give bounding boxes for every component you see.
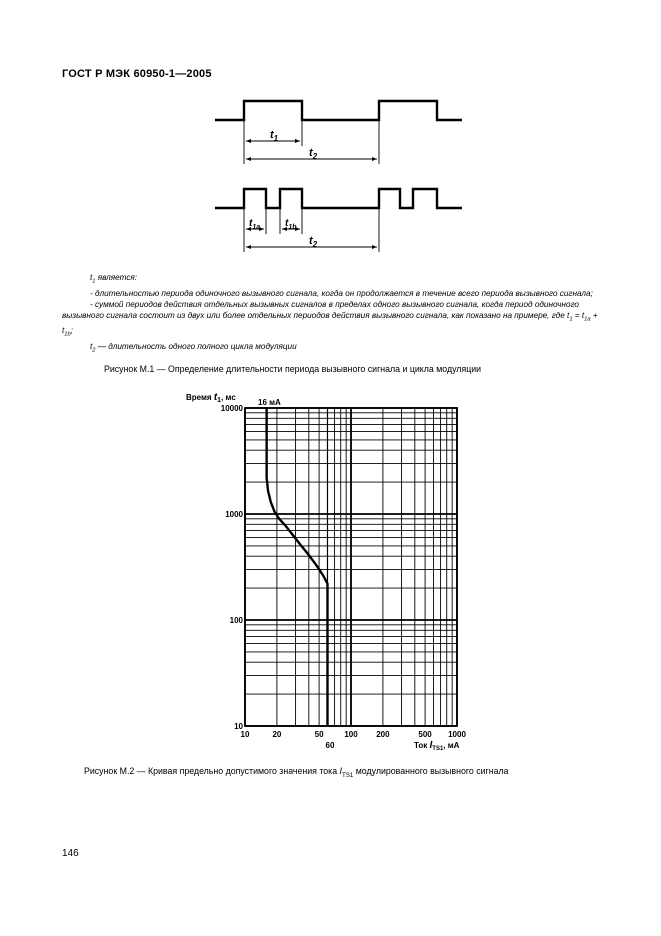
note-line-3: - суммой периодов действия отдельных вызывных сигналов в пределах одного вызывного сигнала, когда период одиночного вызывного сигнала состоит из двух или более отдельных периодов действия вызывного сигнала, как показано на примере, где $t_1 = t_{1a} + t_{1b}$; (62, 299, 598, 338)
x-tick-label: 50 (314, 730, 324, 739)
label-t2-bottom: $t_2$ (309, 235, 318, 249)
x-tick-label: 20 (272, 730, 282, 739)
label-t1b: $t_{1b}$ (285, 218, 297, 231)
x-tick-label: 200 (376, 730, 390, 739)
y-tick-label: 1000 (225, 510, 243, 519)
x-tick-label: 500 (418, 730, 432, 739)
x-tick-label: 10 (240, 730, 250, 739)
label-t1a: $t_{1a}$ (249, 218, 261, 231)
label-t2: $t_2$ (309, 147, 318, 161)
page-number: 146 (62, 848, 79, 859)
page-header: ГОСТ Р МЭК 60950-1—2005 (62, 68, 212, 80)
chart-extra-xtick-60: 60 (325, 741, 335, 750)
x-tick-label: 1000 (448, 730, 466, 739)
caption-figure-m1: Рисунок М.1 — Определение длительности периода вызывного сигнала и цикла модуляции (104, 364, 482, 374)
chart-annotation-16ma: 16 мА (258, 398, 281, 407)
figure-m2-chart (0, 380, 661, 760)
figure-notes (62, 272, 602, 357)
note-line-4: $t_2$ — длительность одного полного цикла модуляции (90, 341, 297, 354)
y-tick-label: 100 (229, 616, 243, 625)
waveform-top (215, 101, 462, 120)
waveform-bottom (215, 189, 462, 208)
caption-figure-m2: Рисунок М.2 — Кривая предельно допустимого значения тока $I_{TS1}$ модулированного вызывного сигнала (84, 766, 509, 779)
figure-m1-waveforms (0, 90, 661, 260)
limit-curve-line (267, 408, 328, 726)
y-tick-label: 10 (234, 722, 243, 731)
x-tick-label: 100 (344, 730, 358, 739)
y-tick-label: 10000 (220, 404, 243, 413)
label-t1: $t_1$ (270, 129, 279, 143)
chart-xlabel: Ток $I_{TS1}$, мА (414, 740, 460, 752)
note-line-2: - длительностью периода одиночного вызывного сигнала, когда он продолжается в течение всего периода вызывного сигнала; (90, 288, 593, 298)
note-line-1: $t_1$ является: (90, 273, 138, 285)
chart-ylabel: Время t1, мс (186, 392, 236, 404)
